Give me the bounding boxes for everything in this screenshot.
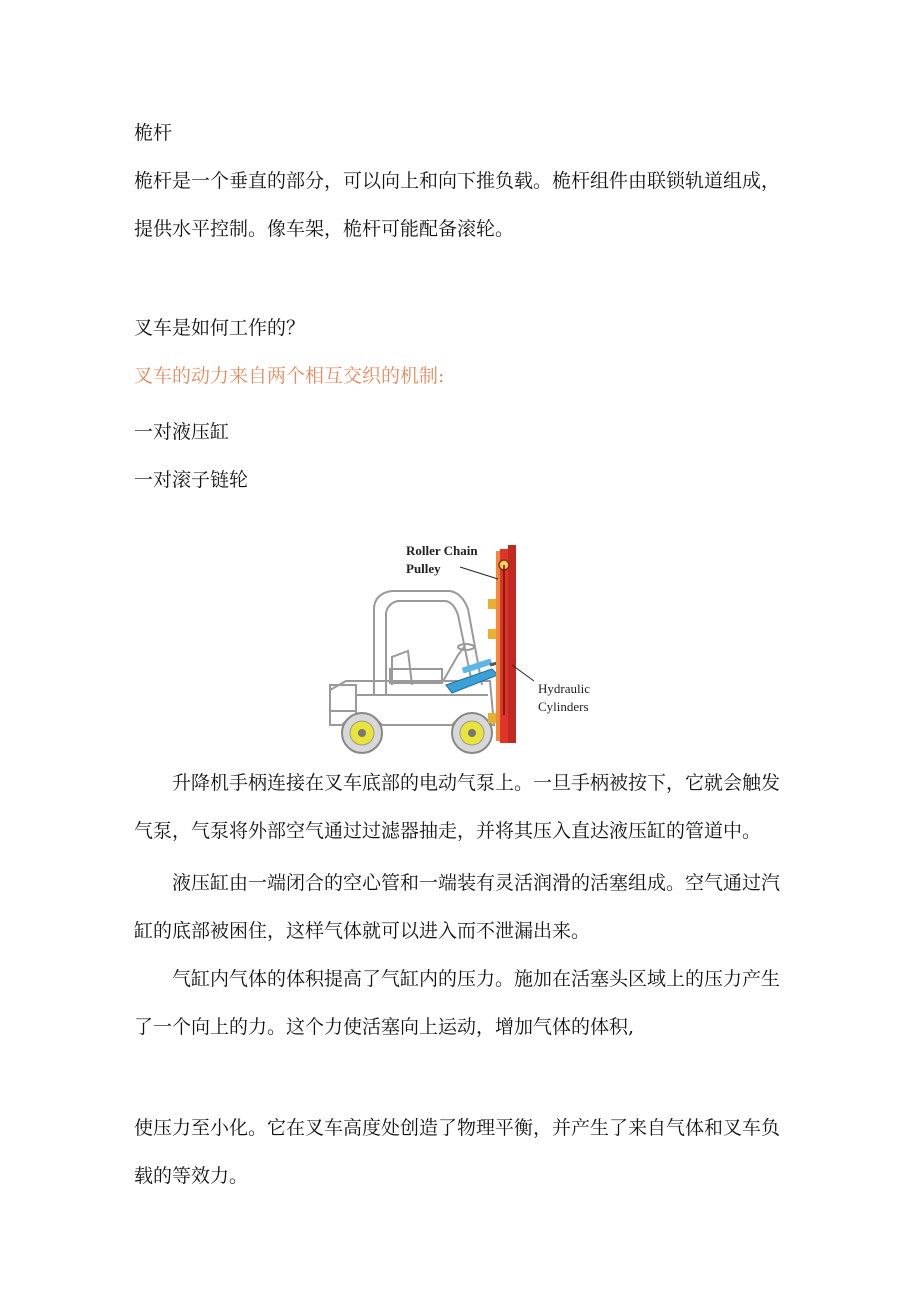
label-cylinders: Cylinders	[538, 699, 589, 714]
mast-description-line-1: 桅杆是一个垂直的部分，可以向上和向下推负载。桅杆组件由联锁轨道组成，	[134, 170, 781, 192]
paragraph-lift-handle: 升降机手柄连接在叉车底部的电动气泵上。一旦手柄被按下，它就会触发气泵，气泵将外部空气通过过滤器抽走，并将其压入直达液压缸的管道中。	[134, 772, 781, 842]
label-hydraulic: Hydraulic	[538, 681, 590, 696]
paragraph-equilibrium: 使压力至小化。它在叉车高度处创造了物理平衡，并产生了来自气体和叉车负载的等效力。	[134, 1117, 781, 1187]
paragraph-gas-pressure: 气缸内气体的体积提高了气缸内的压力。施加在活塞头区域上的压力产生了一个向上的力。这个力使活塞向上运动，增加气体的体积,	[134, 968, 781, 1038]
forklift-mast	[488, 545, 516, 743]
mast-description-line-2: 提供水平控制。像车架，桅杆可能配备滚轮。	[134, 218, 515, 240]
label-pulley: Pulley	[406, 561, 441, 576]
forklift-diagram	[312, 535, 612, 755]
section-heading-mast: 桅杆	[134, 122, 173, 144]
label-roller-chain: Roller Chain	[406, 543, 478, 558]
roller-chain-leader	[460, 567, 498, 579]
forklift-wheels	[342, 713, 492, 753]
section-heading-how-it-works: 叉车是如何工作的？	[134, 317, 306, 339]
mechanism-intro: 叉车的动力来自两个相互交织的机制:	[134, 365, 445, 387]
mechanism-item-chain: 一对滚子链轮	[134, 469, 249, 491]
mechanism-item-hydraulic: 一对液压缸	[134, 421, 230, 443]
forklift-illustration	[312, 535, 612, 755]
paragraph-hydraulic-cylinder: 液压缸由一端闭合的空心管和一端装有灵活润滑的活塞组成。空气通过汽缸的底部被困住，这样气体就可以进入而不泄漏出来。	[134, 872, 781, 942]
forklift-body	[330, 591, 494, 725]
